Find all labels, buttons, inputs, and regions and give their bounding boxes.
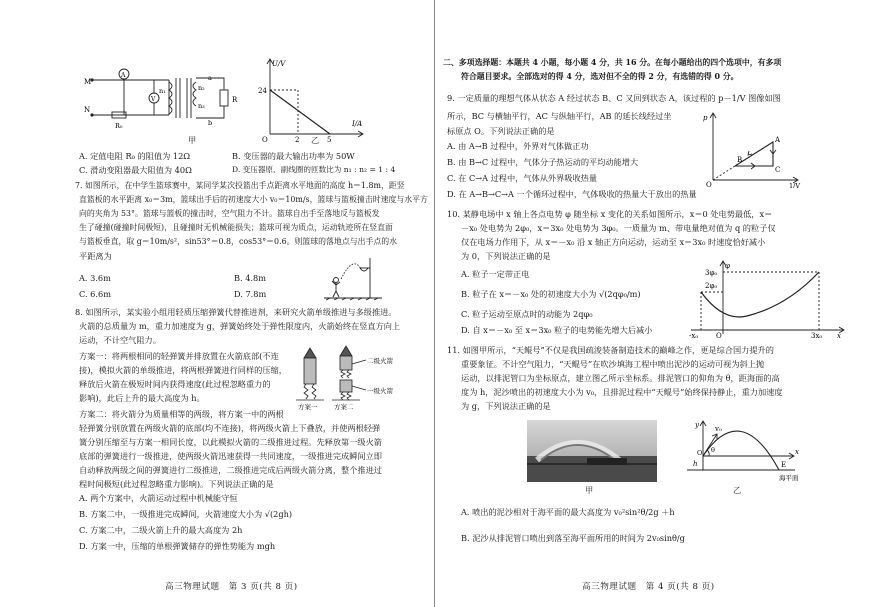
- transformer-circuit-figure: [84, 60, 254, 130]
- label-r: R: [232, 96, 238, 104]
- section-header-line-2: 符合题目要求。全部选对的得 4 分，选对但不全的得 2 分，有选错的得 0 分。: [461, 72, 739, 81]
- q8-option-d: D. 方案一中，压缩的单根弹簧储存的弹性势能为 mgh: [79, 541, 276, 551]
- caption-graph-yi: 乙: [733, 485, 742, 495]
- q8-line-5: 接)，模拟火箭的单级推进，将两根弹簧进行同样的压缩，: [79, 365, 287, 375]
- q9-option-c: C. 在 C→A 过程中，气体从外界吸收热量: [447, 173, 598, 183]
- graph-c-label: C: [775, 166, 781, 174]
- q11-option-b: B. 泥沙从排泥管口喷出到落至海平面所用的时间为 2v₀sinθ/g: [461, 533, 685, 543]
- q7-line-6: 平距离为: [79, 251, 112, 261]
- label-scheme2: 方案二: [334, 403, 354, 410]
- label-level1-rocket: 一级火箭: [367, 387, 393, 395]
- q10-option-b: B. 粒子在 x＝－x₀ 处的初速度大小为 √(2qφ₀/m): [461, 289, 641, 299]
- q6-option-a: A. 定值电阻 R₀ 的阻值为 12Ω: [79, 151, 191, 161]
- label-a: a: [208, 74, 212, 82]
- three-x0-label: 3x₀: [811, 332, 823, 338]
- label-n2: n₂: [198, 84, 205, 92]
- q8-line-4: 方案一：将两根相同的轻弹簧并排放置在火箭底部(不连: [79, 351, 279, 361]
- u-axis-label: U/V: [272, 60, 286, 68]
- q11-option-a: A. 喷出的泥沙相对于海平面的最大高度为 v₀²sin²θ/2g ＋h: [461, 507, 675, 517]
- two-phi-label: 2φ₀: [705, 282, 718, 290]
- q11-line-3: 运动，以排泥管口为坐标原点，建立图乙所示坐标系。排泥管口的仰角为 θ，距海面的高: [461, 373, 780, 383]
- q7-line-4: 生了碰撞(碰撞时间极短)，且碰撞时无机械能损失；篮球可视为质点，运动轨迹所在竖直面: [79, 223, 393, 232]
- left-footer: 高三物理试题 第 3 页(共 8 页): [165, 582, 298, 592]
- traj-theta-label: θ: [711, 446, 715, 454]
- q11-line-5: 为 g，下列说法正确的是: [461, 401, 551, 411]
- x-axis-label: x: [837, 332, 841, 338]
- right-footer: 高三物理试题 第 4 页(共 8 页): [582, 582, 715, 592]
- label-m: M: [84, 78, 92, 86]
- q7-option-c: C. 6.6m: [79, 289, 111, 299]
- traj-o-label: O: [697, 449, 703, 457]
- phi-axis-label: φ: [725, 262, 730, 270]
- q7-line-3: 向的夹角为 53°。篮球与篮板的撞击时，空气阻力不计。篮球自出手至落地反与篮板发: [79, 209, 380, 218]
- label-b: b: [208, 119, 213, 127]
- rocket-spring-figure: [288, 344, 408, 410]
- q8-line-6: 释放后火箭在极短时间内获得速度(此过程忽略重力的: [79, 379, 271, 389]
- trajectory-graph: [683, 418, 803, 494]
- q6-option-b: B. 变压器的最大输出功率为 50W: [232, 151, 355, 161]
- q8-line-10: 簧分别压缩至与方案一相同长度，以此模拟火箭的二级推进过程。先释放第一级火箭: [79, 437, 382, 447]
- label-level2-rocket: 二级火箭: [367, 357, 393, 365]
- caption-yi: 乙: [311, 135, 320, 145]
- q9-option-d: D. 在 A→B→C→A 一个循环过程中，气体吸收的热量大于放出的热量: [447, 189, 697, 199]
- neg-x0-label: -x₀: [689, 332, 699, 338]
- q8-option-b: B. 方案二中，一级推进完成瞬间，火箭速度大小为 √(2gh): [79, 509, 293, 519]
- q9-line-2: 所示，BC 与横轴平行，AC 与纵轴平行，AB 的延长线经过坐: [447, 111, 672, 121]
- q6-option-d: D. 变压器原、副线圈的匝数比为 n₁ : n₂ = 1 : 4: [232, 165, 396, 174]
- caption-photo-jia: 甲: [585, 485, 594, 495]
- label-n1: n₁: [159, 87, 166, 95]
- q7-line-1: 7. 如图所示，在中学生篮球赛中，某同学某次投篮出手点距离水平地面的高度 h＝1.8m，距竖: [75, 181, 405, 190]
- q7-line-5: 与篮板垂直，取 g＝10m/s²，sin53°＝0.8，cos53°＝0.6。则篮球的落地点与出手点的水: [79, 237, 398, 246]
- q10-line-2: －x₀ 处电势为 2φ₀，x＝3x₀ 处电势为 3φ₀。一质量为 m、带电量绝对值为 q 的粒子仅: [461, 223, 776, 233]
- right-page: [435, 0, 870, 607]
- q8-line-1: 8. 如图所示，某实验小组用轻质压缩弹簧代替推进剂，来研究火箭单级推进与多级推进。: [75, 307, 397, 317]
- graph-b-label: B: [737, 156, 743, 164]
- q10-line-1: 10. 某静电场中 x 轴上各点电势 φ 随坐标 x 变化的关系如图所示，x＝0 处电势最低，x＝: [447, 209, 773, 219]
- traj-sea-level-label: 海平面: [779, 474, 799, 482]
- graph-o-label: O: [706, 181, 712, 188]
- traj-y-label: y: [695, 421, 699, 429]
- y-tick-24: 24: [258, 87, 267, 95]
- q8-line-8: 方案二：将火箭分为质量相等的两级，将方案一中的两根: [79, 409, 284, 419]
- label-scheme1: 方案一: [298, 403, 318, 410]
- traj-v0-label: v₀: [715, 425, 722, 433]
- q6-option-c: C. 滑动变阻器最大阻值为 40Ω: [79, 165, 192, 175]
- label-ammeter: A: [121, 72, 126, 79]
- section-header-line-1: 二、多项选择题：本题共 4 小题，每小题 4 分，共 16 分。在每小题给出的四个选项中，有多项: [443, 58, 782, 67]
- q8-line-12: 自动释放两级之间的弹簧进行二级推进，二级推进完成后两级火箭分离，整个推进过: [79, 465, 382, 475]
- traj-x-label: x: [795, 448, 799, 456]
- i-axis-label: I/A: [352, 120, 363, 128]
- q8-option-a: A. 两个方案中，火箭运动过程中机械能守恒: [79, 493, 238, 503]
- q8-line-9: 轻弹簧分别放置在两级火箭的底部(均不连接)，将两级火箭上下叠放，并使两根轻弹: [79, 423, 381, 433]
- p-inverse-v-graph: [703, 110, 803, 188]
- basketball-hoop-figure: [322, 254, 384, 302]
- origin-label: O: [262, 136, 268, 142]
- q9-option-b: B. 由 B→C 过程中，气体分子热运动的平均动能增大: [447, 157, 639, 167]
- q10-option-d: D. 自 x＝－x₀ 至 x＝3x₀ 粒子的电势能先增大后减小: [461, 325, 653, 335]
- graph-p-label: p: [703, 114, 708, 122]
- q8-line-3: 运动，不计空气阻力。: [79, 335, 161, 345]
- label-r0: R₀: [115, 122, 123, 130]
- q11-line-1: 11. 如图甲所示，“天鲲号”不仅是我国疏浚装备制造技术的巅峰之作，更是综合国力提升的: [447, 345, 774, 355]
- potential-x-graph: [687, 258, 847, 338]
- x-tick-2: 2: [295, 136, 300, 142]
- traj-h-label: h: [693, 460, 698, 468]
- q8-line-13: 程时间极短(此过程忽略重力影响)。下列说法正确的是: [79, 479, 274, 489]
- q10-option-a: A. 粒子一定带正电: [461, 269, 530, 279]
- q11-line-4: 度为 h，泥沙喷出的初速度大小为 v₀，且排泥过程中“天鲲号”始终保持静止，重力加速度: [461, 387, 783, 397]
- q9-line-3: 标原点 O。下列说法正确的是: [447, 126, 555, 136]
- caption-jia: 甲: [188, 135, 197, 145]
- q8-line-11: 底部的弹簧进行一级推进，使两级火箭迅速获得一共同速度，一级推进完成瞬间立即: [79, 451, 382, 461]
- q9-option-a: A. 由 A→B 过程中，外界对气体做正功: [447, 141, 589, 151]
- q10-option-c: C. 粒子运动至原点时的动能为 2qφ₀: [461, 309, 593, 319]
- q7-option-d: D. 7.8m: [234, 289, 267, 299]
- dredger-photo: [527, 420, 657, 482]
- q7-option-a: A. 3.6m: [79, 273, 111, 283]
- graph-x-label: 1/V: [789, 182, 801, 188]
- q11-line-2: 重要象征。不计空气阻力，“天鲲号”在吹沙填海工程中喷出泥沙的运动可视为斜上抛: [461, 359, 765, 369]
- q10-line-3: 仅在电场力作用下，从 x＝－x₀ 沿 x 轴正方向运动，运动至 x＝3x₀ 时速度恰好减小: [461, 237, 766, 247]
- q8-line-2: 火箭的总质量为 m，重力加速度为 g，弹簧始终处于弹性限度内，火箭始终在竖直方向上: [79, 321, 401, 331]
- q9-line-1: 9. 一定质量的理想气体从状态 A 经过状态 B、C 又回到状态 A，该过程的 p－1/V 图像如图: [447, 93, 781, 103]
- label-voltmeter: V: [151, 96, 156, 103]
- label-n3: n₃: [198, 102, 205, 110]
- q7-line-2: 直篮板的水平距离 x₀＝3m，篮球出手后的初速度大小 v₀＝10m/s，篮球与篮板撞击时速度与水平方: [79, 195, 428, 204]
- label-n: N: [84, 106, 91, 114]
- q8-option-c: C. 方案二中，二级火箭上升的最大高度为 2h: [79, 525, 243, 535]
- q8-line-7: 影响)，此后上升的最大高度为 h。: [79, 393, 205, 403]
- three-phi-label: 3φ₀: [705, 269, 718, 277]
- origin-o-label: O: [716, 332, 722, 338]
- graph-a-label: A: [775, 136, 781, 144]
- q10-line-4: 为 0，下列说法正确的是: [461, 251, 551, 261]
- traj-e-label: E: [781, 461, 787, 469]
- x-tick-5: 5: [327, 136, 332, 142]
- q7-option-b: B. 4.8m: [234, 273, 267, 283]
- u-i-graph: [258, 56, 368, 142]
